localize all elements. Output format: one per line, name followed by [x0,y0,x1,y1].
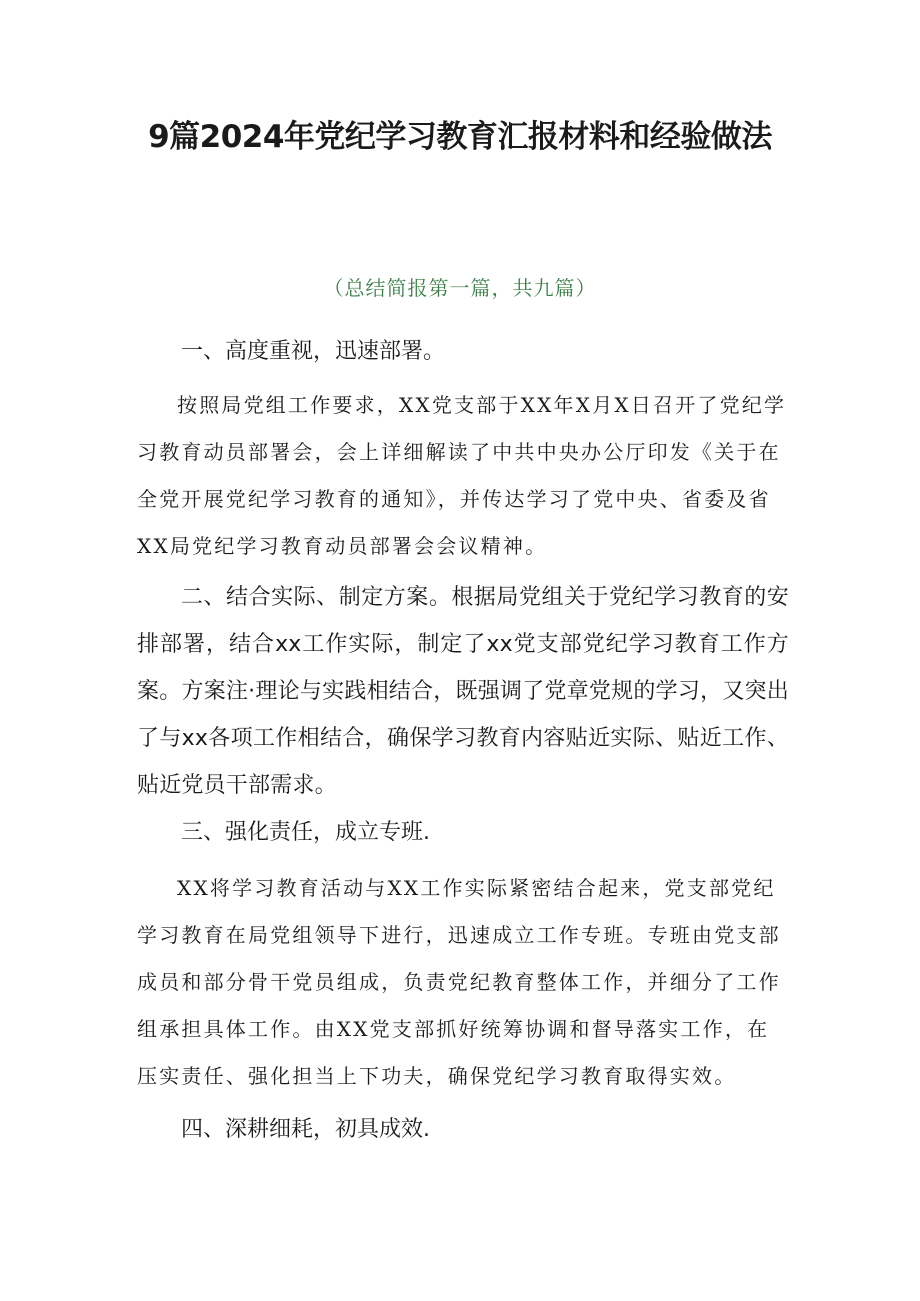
section-heading-1: 一、高度重视，迅速部署。 [181,339,446,364]
section-body-2: 二、结合实际、制定方案。根据局党组关于党纪学习教育的安排部署，结合xx工作实际，制定了xx党支部党纪学习教育工作方案。方案注·理论与实践相结合，既强调了党章党规的学习，又突出了与xx各项工作相结合，确保学习教育内容贴近实际、贴近工作、贴近党员干部需求。 [137,585,789,798]
section-heading-4: 四、深耕细耗，初具成效. [181,1117,430,1142]
section-heading-3: 三、强化责任，成立专班. [181,820,430,845]
document-subtitle: （总结简报第一篇，共九篇） [323,276,597,300]
section-body-1: 按照局党组工作要求，XX党支部于XX年X月X日召开了党纪学习教育动员部署会，会上详细解读了中共中央办公厅印发《关于在全党开展党纪学习教育的通知》，并传达学习了党中央、省委及省XX局党纪学习教育动员部署会会议精神。 [137,393,787,558]
section-body-3: XX将学习教育活动与XX工作实际紧密结合起来，党支部党纪学习教育在局党组领导下进行，迅速成立工作专班。专班由党支部成员和部分骨干党员组成，负责党纪教育整体工作，并细分了工作组承担具体工作。由XX党支部抓好统筹协调和督导落实工作，在压实责任、强化担当上下功夫，确保党纪学习教育取得实效。 [137,876,781,1088]
document-title: 9篇2024年党纪学习教育汇报材料和经验做法 [148,119,772,155]
